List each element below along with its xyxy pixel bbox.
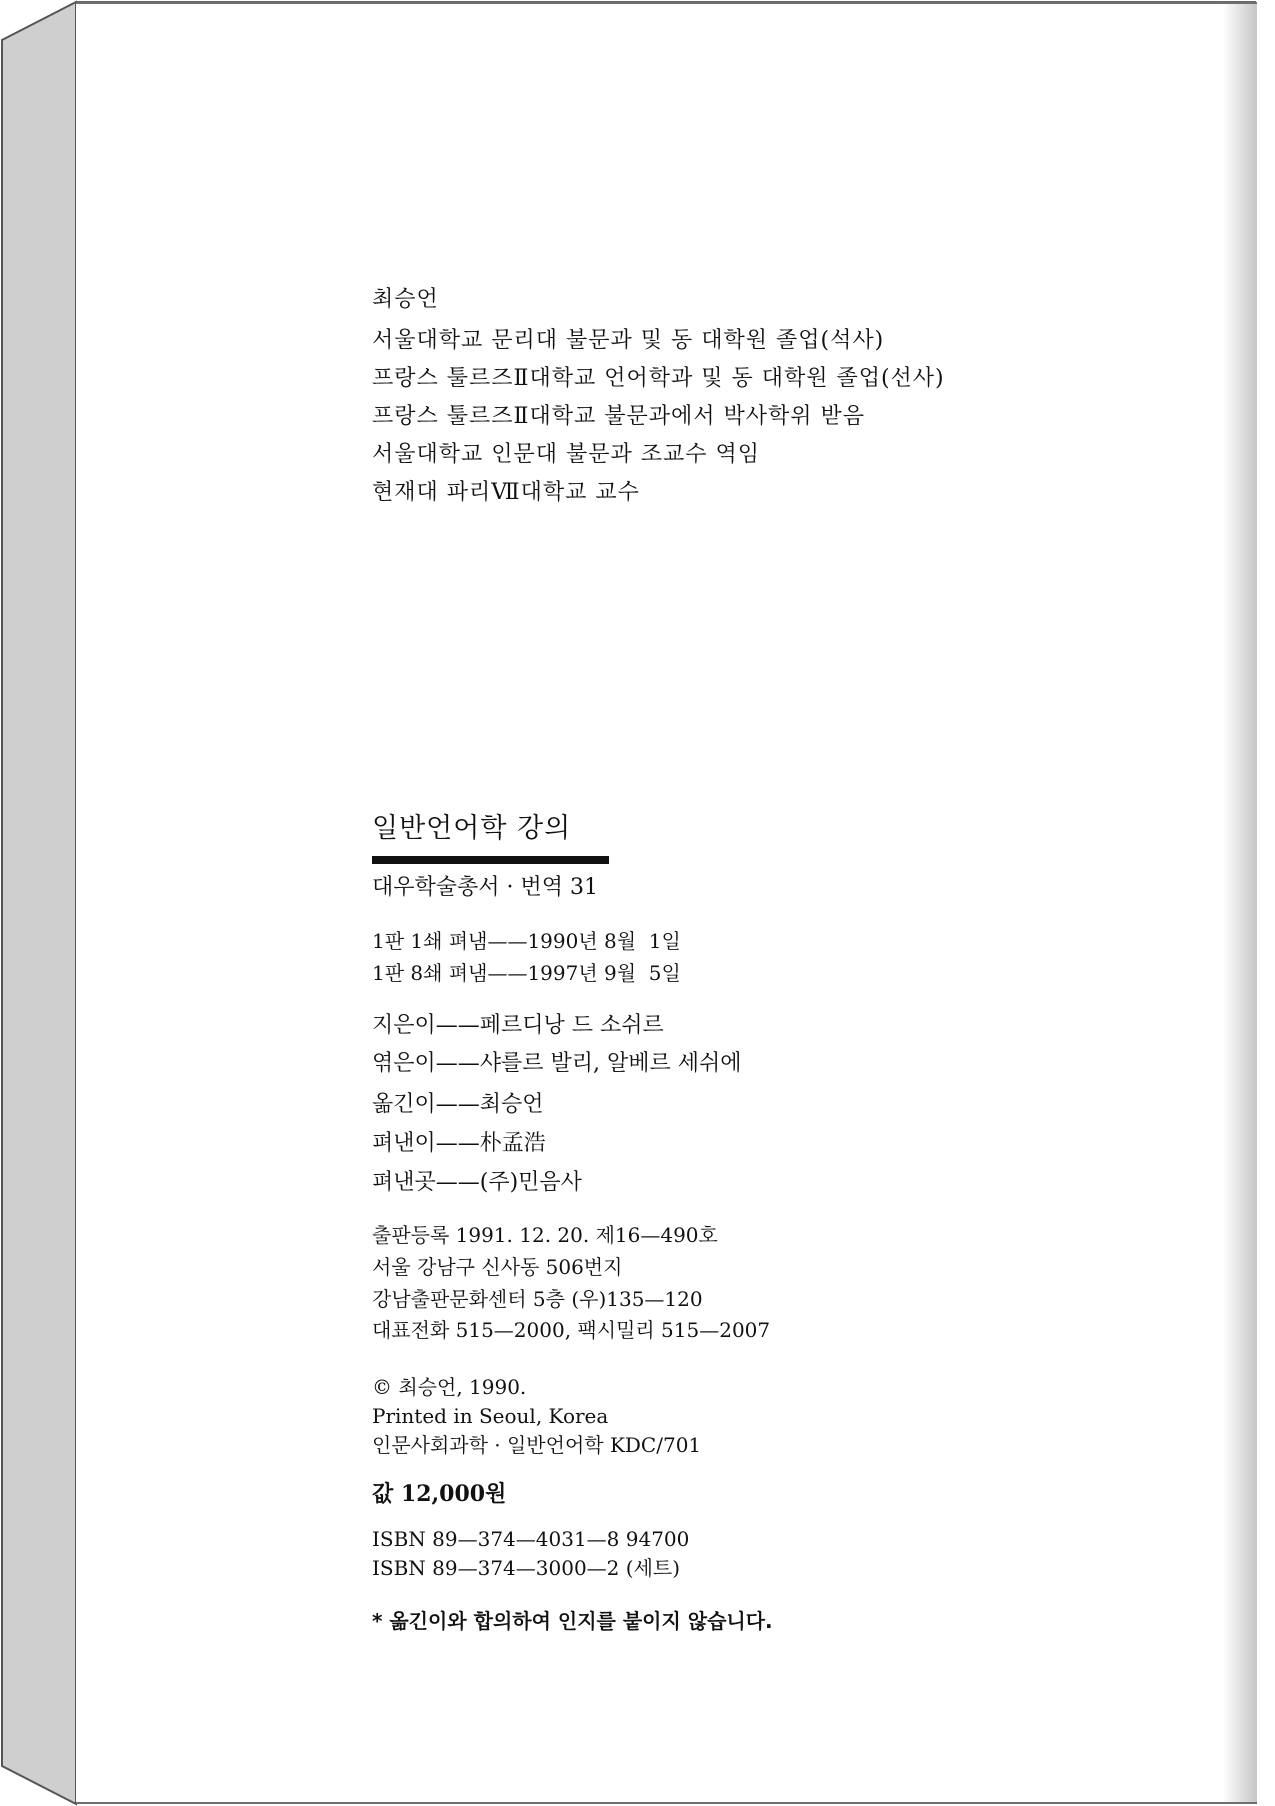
classification: 인문사회과학 · 일반언어학 KDC/701 — [372, 1433, 702, 1457]
copyright-line: © 최승언, 1990. — [372, 1375, 527, 1399]
credit-editors: 엮은이——샤를르 발리, 알베르 세쉬에 — [372, 1051, 742, 1076]
price: 값 12,000원 — [372, 1481, 507, 1507]
credit-publisher: 펴낸곳——(주)민음사 — [372, 1170, 582, 1195]
isbn-line: ISBN 89—374—4031—8 94700 — [372, 1527, 690, 1551]
publisher-building: 강남출판문화센터 5층 (우)135—120 — [372, 1287, 703, 1311]
bio-line: 프랑스 툴르즈Ⅱ대학교 불문과에서 박사학위 받음 — [372, 404, 865, 429]
book-title: 일반언어학 강의 — [372, 813, 572, 844]
bio-line: 프랑스 툴르즈Ⅱ대학교 언어학과 및 동 대학원 졸업(선사) — [372, 366, 945, 391]
bio-line: 현재대 파리Ⅶ대학교 교수 — [372, 480, 640, 505]
credit-author: 지은이——페르디낭 드 소쉬르 — [372, 1013, 664, 1038]
bio-name: 최승언 — [372, 287, 439, 312]
edition-line: 1판 1쇄 펴냄——1990년 8월 1일 — [372, 929, 681, 953]
bio-line: 서울대학교 인문대 불문과 조교수 역임 — [372, 442, 761, 467]
bio-line: 서울대학교 문리대 불문과 및 동 대학원 졸업(석사) — [372, 328, 885, 353]
page-edge-shadow — [1223, 4, 1257, 1802]
publisher-phone: 대표전화 515—2000, 팩시밀리 515—2007 — [372, 1318, 771, 1342]
book-page — [76, 2, 1257, 1804]
credit-translator: 옮긴이——최승언 — [372, 1092, 544, 1117]
publisher-registration: 출판등록 1991. 12. 20. 제16—490호 — [372, 1223, 718, 1247]
isbn-line: ISBN 89—374—3000—2 (세트) — [372, 1556, 681, 1580]
series-label: 대우학술총서 · 번역 31 — [372, 875, 598, 900]
title-underline — [372, 856, 609, 864]
edition-line: 1판 8쇄 펴냄——1997년 9월 5일 — [372, 961, 681, 985]
printed-in: Printed in Seoul, Korea — [372, 1404, 609, 1428]
publisher-address: 서울 강남구 신사동 506번지 — [372, 1255, 623, 1279]
stamp-note: * 옮긴이와 합의하여 인지를 붙이지 않습니다. — [372, 1609, 773, 1633]
credit-publisher-person: 펴낸이——朴孟浩 — [372, 1131, 546, 1156]
